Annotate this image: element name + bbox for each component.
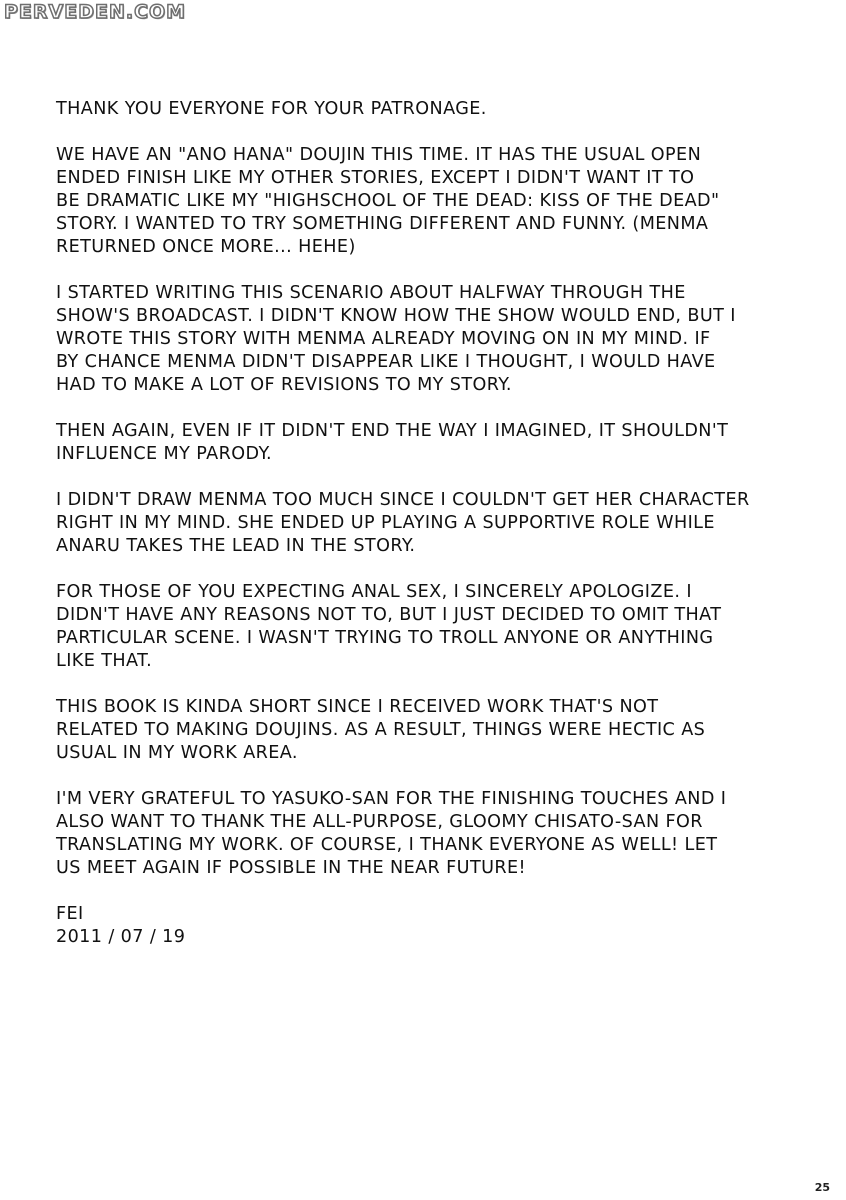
text-line: ENDED FINISH LIKE MY OTHER STORIES, EXCEPT I DIDN'T WANT IT TO [56, 168, 695, 188]
paragraph-5 [56, 489, 796, 558]
text-line: THEN AGAIN, EVEN IF IT DIDN'T END THE WAY I IMAGINED, IT SHOULDN'T [56, 421, 729, 441]
text-line: RELATED TO MAKING DOUJINS. AS A RESULT, THINGS WERE HECTIC AS [56, 720, 706, 740]
site-watermark: PERVEDEN.COM [4, 1, 187, 23]
text-line: TRANSLATING MY WORK. OF COURSE, I THANK EVERYONE AS WELL! LET [56, 835, 718, 855]
text-line: STORY. I WANTED TO TRY SOMETHING DIFFERENT AND FUNNY. (MENMA [56, 214, 709, 234]
paragraph-8 [56, 788, 796, 880]
signature-block [56, 903, 796, 949]
text-line: LIKE THAT. [56, 651, 153, 671]
text-line: RIGHT IN MY MIND. SHE ENDED UP PLAYING A SUPPORTIVE ROLE WHILE [56, 513, 715, 533]
paragraph-6 [56, 581, 796, 673]
text-line: SHOW'S BROADCAST. I DIDN'T KNOW HOW THE SHOW WOULD END, BUT I [56, 306, 736, 326]
text-line: I DIDN'T DRAW MENMA TOO MUCH SINCE I COULDN'T GET HER CHARACTER [56, 490, 750, 510]
text-line: FOR THOSE OF YOU EXPECTING ANAL SEX, I SINCERELY APOLOGIZE. I [56, 582, 692, 602]
text-line: HAD TO MAKE A LOT OF REVISIONS TO MY STORY. [56, 375, 512, 395]
text-line: THANK YOU EVERYONE FOR YOUR PATRONAGE. [56, 99, 487, 119]
text-line: WE HAVE AN "ANO HANA" DOUJIN THIS TIME. IT HAS THE USUAL OPEN [56, 145, 702, 165]
paragraph-7 [56, 696, 796, 765]
paragraph-4 [56, 420, 796, 466]
text-line: US MEET AGAIN IF POSSIBLE IN THE NEAR FUTURE! [56, 858, 526, 878]
text-line: BY CHANCE MENMA DIDN'T DISAPPEAR LIKE I THOUGHT, I WOULD HAVE [56, 352, 716, 372]
text-line: WROTE THIS STORY WITH MENMA ALREADY MOVING ON IN MY MIND. IF [56, 329, 711, 349]
text-line: PARTICULAR SCENE. I WASN'T TRYING TO TROLL ANYONE OR ANYTHING [56, 628, 714, 648]
paragraph-3 [56, 282, 796, 397]
text-line: I'M VERY GRATEFUL TO YASUKO-SAN FOR THE FINISHING TOUCHES AND I [56, 789, 727, 809]
text-line: I STARTED WRITING THIS SCENARIO ABOUT HALFWAY THROUGH THE [56, 283, 686, 303]
text-line: DIDN'T HAVE ANY REASONS NOT TO, BUT I JUST DECIDED TO OMIT THAT [56, 605, 722, 625]
text-line: ANARU TAKES THE LEAD IN THE STORY. [56, 536, 416, 556]
text-line: ALSO WANT TO THANK THE ALL-PURPOSE, GLOOMY CHISATO-SAN FOR [56, 812, 703, 832]
text-line: INFLUENCE MY PARODY. [56, 444, 273, 464]
text-line: RETURNED ONCE MORE... HEHE) [56, 237, 356, 257]
text-line: BE DRAMATIC LIKE MY "HIGHSCHOOL OF THE DEAD: KISS OF THE DEAD" [56, 191, 720, 211]
author-name: FEI [56, 904, 84, 924]
paragraph-2 [56, 144, 796, 259]
page-number: 25 [814, 1181, 830, 1194]
paragraph-1 [56, 98, 796, 121]
afterword-letter [56, 98, 796, 949]
signature-date: 2011 / 07 / 19 [56, 927, 186, 947]
text-line: USUAL IN MY WORK AREA. [56, 743, 298, 763]
text-line: THIS BOOK IS KINDA SHORT SINCE I RECEIVED WORK THAT'S NOT [56, 697, 659, 717]
